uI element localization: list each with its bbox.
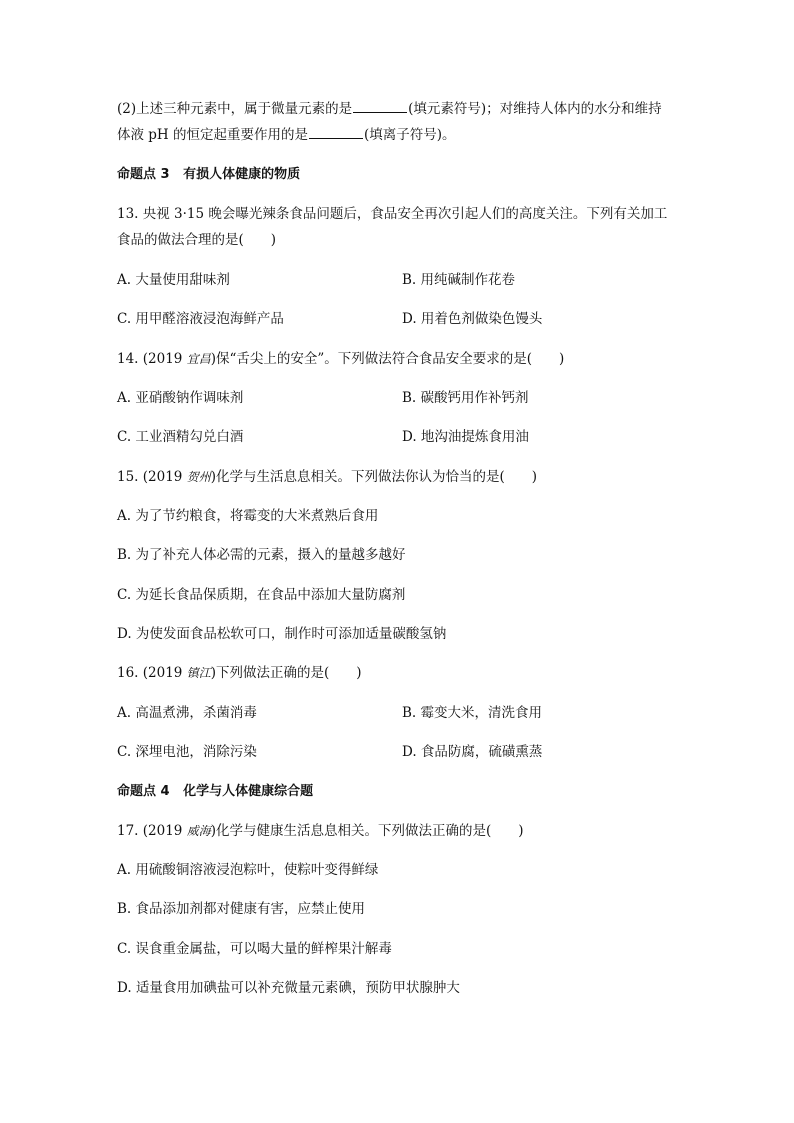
answer-blank[interactable] — [353, 100, 407, 113]
q16-option-d: D. 食品防腐，硫磺熏蒸 — [402, 744, 543, 760]
answer-blank[interactable] — [309, 126, 363, 139]
section-heading-4: 命题点 4 化学与人体健康综合题 — [117, 784, 314, 799]
q17-option-c: C. 误食重金属盐，可以喝大量的鲜榨果汁解毒 — [117, 941, 392, 957]
q14-stem: 14. (2019 宜昌)保“舌尖上的安全”。下列做法符合食品安全要求的是( ) — [117, 351, 565, 367]
q14-option-a: A. 亚硝酸钠作调味剂 — [117, 390, 244, 406]
q16-stem: 16. (2019 镇江)下列做法正确的是( ) — [117, 665, 362, 681]
q15-option-c: C. 为延长食品保质期，在食品中添加大量防腐剂 — [117, 587, 406, 603]
q13-option-a: A. 大量使用甜味剂 — [117, 272, 230, 288]
question-source: 贺州 — [186, 470, 211, 484]
q15-option-d: D. 为使发面食品松软可口，制作时可添加适量碳酸氢钠 — [117, 626, 447, 642]
section-heading-3: 命题点 3 有损人体健康的物质 — [117, 167, 301, 182]
q14-option-d: D. 地沟油提炼食用油 — [402, 429, 529, 445]
q17-option-b: B. 食品添加剂都对健康有害，应禁止使用 — [117, 901, 366, 917]
q13-stem-line2: 食品的做法合理的是( ) — [117, 232, 277, 248]
q13-option-b: B. 用纯碱制作花卷 — [402, 272, 516, 288]
q16-option-a: A. 高温煮沸，杀菌消毒 — [117, 705, 257, 721]
question-source: 镇江 — [186, 666, 211, 680]
q16-option-b: B. 霉变大米，清洗食用 — [402, 705, 543, 721]
question-source: 威海 — [186, 824, 211, 838]
q13-stem-line1: 13. 央视 3·15 晚会曝光辣条食品问题后，食品安全再次引起人们的高度关注。下列有关加工 — [117, 206, 668, 222]
q15-stem: 15. (2019 贺州)化学与生活息息相关。下列做法你认为恰当的是( ) — [117, 469, 538, 485]
question-source: 宜昌 — [186, 352, 211, 366]
q13-option-d: D. 用着色剂做染色馒头 — [402, 311, 543, 327]
q15-option-b: B. 为了补充人体必需的元素，摄入的量越多越好 — [117, 547, 406, 563]
q17-stem: 17. (2019 威海)化学与健康生活息息相关。下列做法正确的是( ) — [117, 823, 524, 839]
q12-part2-line1: (2)上述三种元素中，属于微量元素的是 (填元素符号)；对维持人体内的水分和维持 — [117, 101, 662, 117]
q14-option-b: B. 碳酸钙用作补钙剂 — [402, 390, 529, 406]
q15-option-a: A. 为了节约粮食，将霉变的大米煮熟后食用 — [117, 508, 379, 524]
q17-option-a: A. 用硫酸铜溶液浸泡粽叶，使粽叶变得鲜绿 — [117, 862, 379, 878]
q13-option-c: C. 用甲醛溶液浸泡海鲜产品 — [117, 311, 284, 327]
q14-option-c: C. 工业酒精勾兑白酒 — [117, 429, 244, 445]
q16-option-c: C. 深埋电池，消除污染 — [117, 744, 257, 760]
q17-option-d: D. 适量食用加碘盐可以补充微量元素碘，预防甲状腺肿大 — [117, 980, 460, 996]
q12-part2-line2: 体液 pH 的恒定起重要作用的是 (填离子符号)。 — [117, 127, 456, 143]
